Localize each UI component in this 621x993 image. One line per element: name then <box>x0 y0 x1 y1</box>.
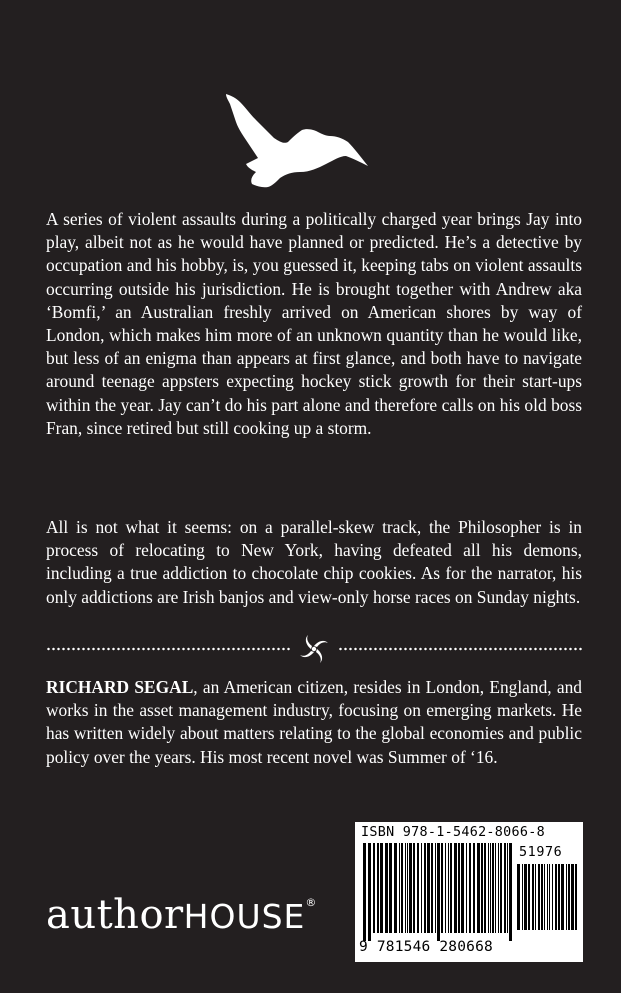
barcode-bar <box>561 864 564 930</box>
barcode-bar <box>363 843 366 941</box>
barcode-bar <box>517 864 520 930</box>
barcode-bar <box>373 843 375 933</box>
barcode-bar <box>454 843 457 933</box>
barcode-bar <box>477 843 480 933</box>
author-bio-text: , an American citizen, resides in London, England, and works in the asset management industry, focusing on emerging markets. He has written widely about matters relating to the global economies and public policy over the years. His most recent novel was Summer of ‘16. <box>46 677 582 767</box>
author-name: RICHARD SEGAL <box>46 677 194 697</box>
bird-silhouette-icon <box>222 92 372 188</box>
barcode-bar <box>509 843 512 941</box>
barcode-bar <box>473 843 475 933</box>
barcode-bar <box>500 843 502 933</box>
barcode-bar <box>544 864 545 930</box>
barcode-bar <box>555 864 557 930</box>
isbn-label: ISBN 978-1-5462-8066-8 <box>361 825 545 840</box>
barcode-bar <box>431 843 433 933</box>
barcode-bar <box>399 843 400 933</box>
barcode-bar <box>571 864 574 930</box>
barcode-bar <box>541 864 543 930</box>
dotted-rule-right <box>338 647 582 651</box>
barcode-bar <box>407 843 408 933</box>
barcode-bar <box>549 864 550 930</box>
barcode-bar <box>461 843 464 933</box>
barcode-bar <box>528 864 530 930</box>
barcode-bar <box>524 864 527 930</box>
barcode-bar <box>484 843 486 933</box>
barcode-bar <box>445 843 446 933</box>
barcode-bar <box>568 864 570 930</box>
barcode-bar <box>504 843 506 933</box>
barcode-bar <box>417 843 419 933</box>
barcode-bar <box>385 843 388 933</box>
barcode-bar <box>566 864 567 930</box>
publisher-logo <box>46 879 317 941</box>
barcode-bar <box>538 864 540 930</box>
barcode-bar <box>466 843 467 933</box>
barcode-bar <box>441 843 443 933</box>
barcode-bar <box>575 864 577 930</box>
publisher-name-house: HOUSE <box>183 897 306 936</box>
barcode-bar <box>498 843 499 933</box>
barcode-bar <box>413 843 415 933</box>
barcode-bar <box>368 843 371 941</box>
registered-mark: ® <box>305 896 317 909</box>
barcode-main-bars <box>361 843 515 941</box>
barcode-bar <box>495 843 496 933</box>
barcode-bar <box>409 843 412 933</box>
isbn-barcode <box>355 822 583 962</box>
barcode-bar <box>458 843 460 933</box>
barcode-bar <box>448 843 449 933</box>
barcode-bar <box>450 843 452 933</box>
synopsis-paragraph-2: All is not what it seems: on a parallel-skew track, the Philosopher is in process of relocating to New York, having defeated all his demons, including a true addiction to chocolate chip cookies. As for the narrator, his only addictions are Irish banjos and view-only horse races on Sunday nights. <box>46 517 582 607</box>
publisher-name-author: author <box>46 892 184 938</box>
barcode-bar <box>552 864 553 930</box>
barcode-bar <box>469 843 471 933</box>
barcode-bar <box>377 843 379 933</box>
barcode-bar <box>424 843 426 933</box>
barcode-bar <box>547 864 548 930</box>
barcode-bar <box>481 843 483 933</box>
barcode-bar <box>490 843 491 933</box>
barcode-bar <box>532 864 534 930</box>
synopsis-paragraph-1: A series of violent assaults during a politically charged year brings Jay into play, albeit not as he would have planned or predicted. He’s a detective by occupation and his hobby, is, you guessed it, keeping tabs on violent assaults occurring outside his jurisdiction. He is brought together with Andrew aka ‘Bomfi,’ an Australian freshly arrived on American shores by way of London, which makes him more of an unknown quantity than he would like, but less of an enigma than appears at first glance, and both have to navigate around teenage appsters expecting hockey stick growth for their start-ups within the year. Jay can’t do his part alone and therefore calls on his old boss Fran, since retired but still cooking up a storm. <box>46 209 582 438</box>
barcode-bar <box>427 843 430 933</box>
barcode-bar <box>558 864 560 930</box>
barcode-bar <box>380 843 383 933</box>
barcode-bar <box>421 843 422 933</box>
barcode-main-digits: 9 781546 280668 <box>359 939 493 955</box>
author-bio <box>46 676 582 769</box>
barcode-bar <box>401 843 403 933</box>
barcode-bar <box>389 843 392 933</box>
barcode-bar <box>522 864 523 930</box>
barcode-bar <box>435 843 436 933</box>
swirl-ornament-icon <box>297 632 331 666</box>
barcode-bar <box>535 864 536 930</box>
dotted-rule-left <box>46 647 290 651</box>
barcode-bar <box>488 843 489 933</box>
section-divider <box>46 632 582 666</box>
barcode-addon-digits: 51976 <box>519 845 563 860</box>
barcode-bar <box>394 843 397 933</box>
barcode-bar <box>437 843 440 941</box>
barcode-bar <box>405 843 406 933</box>
barcode-bar <box>507 843 508 933</box>
barcode-bar <box>492 843 494 933</box>
barcode-addon-bars <box>515 864 579 938</box>
